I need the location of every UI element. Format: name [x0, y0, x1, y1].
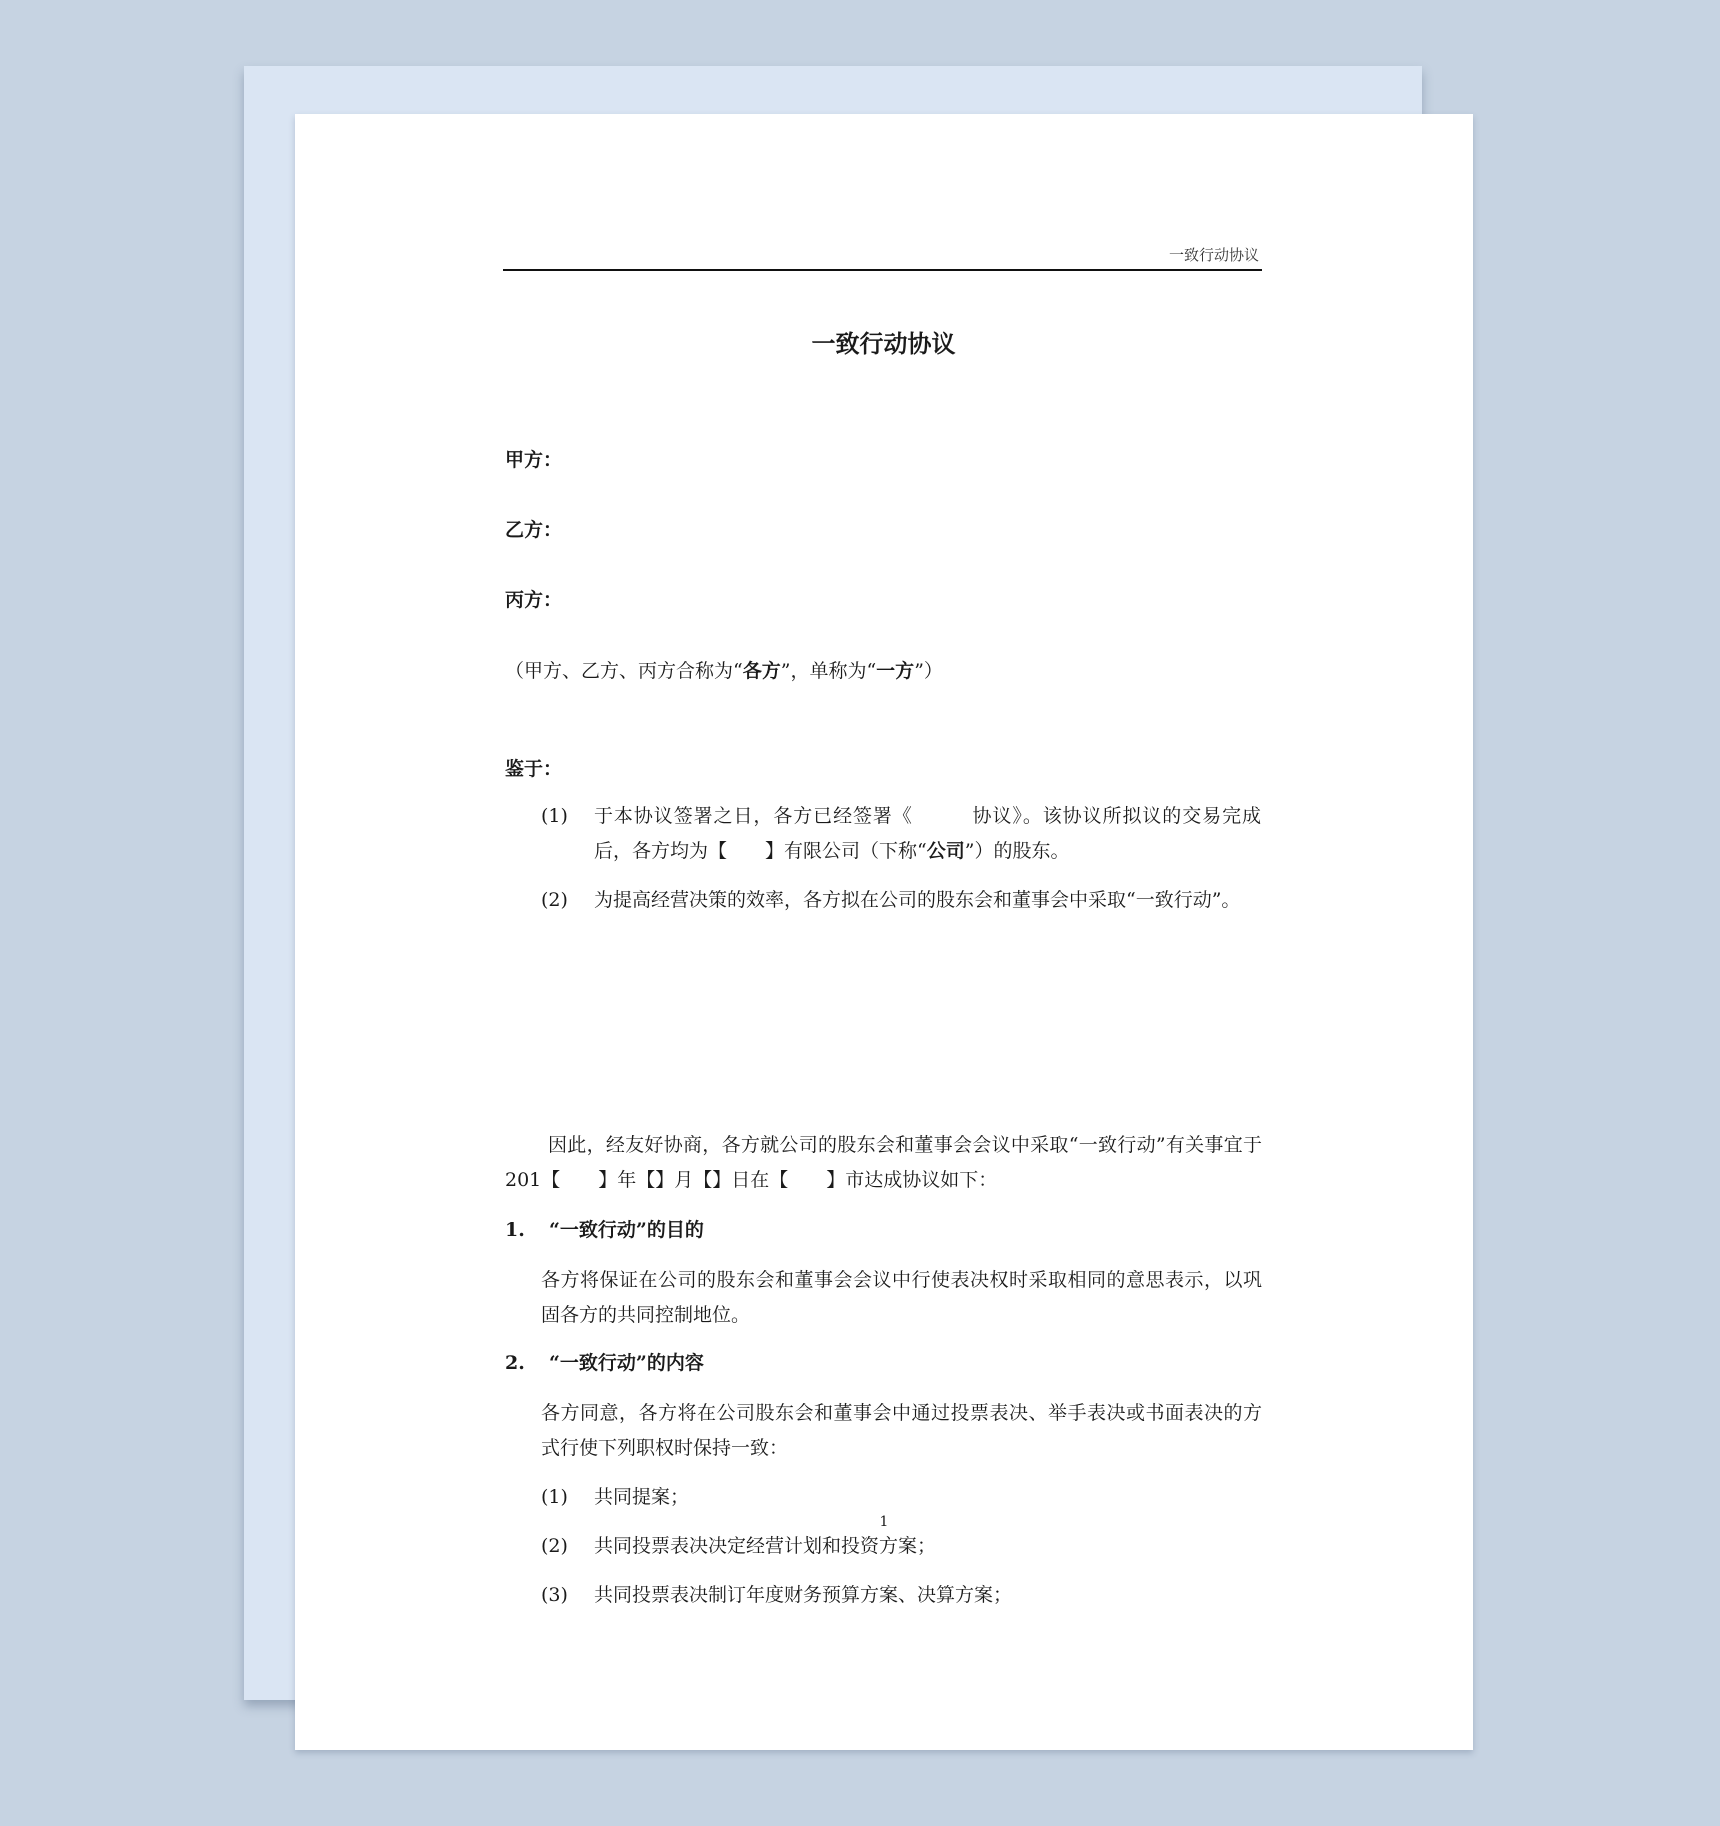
note-part1: （甲方、乙方、丙方合称为“ — [505, 660, 743, 682]
header-rule — [503, 269, 1262, 271]
section-2-item-3 — [541, 1578, 1261, 1613]
list-item-number: (1) — [541, 1486, 568, 1508]
whereas-item-number: (1) — [541, 805, 568, 827]
section-number: 2. — [505, 1352, 525, 1374]
whereas-item-number: (2) — [541, 889, 568, 911]
list-item-text: 共同投票表决决定经营计划和投资方案； — [594, 1535, 937, 1557]
document-page — [295, 114, 1473, 1750]
section-2-heading — [505, 1346, 704, 1381]
section-title: “一致行动”的内容 — [549, 1352, 704, 1374]
list-item-number: (2) — [541, 1535, 568, 1557]
party-b-label: 乙方： — [505, 519, 563, 541]
note-bold1: 各方 — [742, 660, 781, 682]
whereas-item-1 — [541, 799, 1261, 869]
section-1-body: 各方将保证在公司的股东会和董事会会议中行使表决权时采取相同的意思表示，以巩固各方的共同控制地位。 — [541, 1269, 1262, 1326]
party-c-label: 丙方： — [505, 589, 563, 611]
section-2-body: 各方同意，各方将在公司股东会和董事会中通过投票表决、举手表决或书面表决的方式行使下列职权时保持一致： — [541, 1402, 1262, 1459]
section-1-heading — [505, 1213, 704, 1248]
section-2-item-1 — [541, 1480, 1261, 1515]
whereas-item-2 — [541, 883, 1261, 918]
section-2-item-2 — [541, 1529, 1261, 1564]
note-bold2: 一方 — [876, 660, 915, 682]
collective-name-note — [505, 654, 943, 689]
section-number: 1. — [505, 1219, 525, 1241]
party-a-label: 甲方： — [505, 449, 563, 471]
whereas-item-text: 为提高经营决策的效率，各方拟在公司的股东会和董事会中采取“一致行动”。 — [594, 889, 1241, 911]
list-item-text: 共同提案； — [594, 1486, 690, 1508]
note-part3: ”） — [914, 660, 943, 682]
agreement-paragraph: 因此，经友好协商，各方就公司的股东会和董事会会议中采取“一致行动”有关事宜于 201【 】年【】月【】日在【 】市达成协议如下： — [505, 1134, 1262, 1191]
running-header: 一致行动协议 — [1168, 246, 1259, 264]
section-title: “一致行动”的目的 — [549, 1219, 704, 1241]
document-title: 一致行动协议 — [811, 329, 956, 358]
page-number: 1 — [879, 1514, 889, 1530]
note-part2: ”，单称为“ — [780, 660, 877, 682]
whereas-label: 鉴于： — [505, 758, 563, 780]
whereas-item-text: 于本协议签署之日，各方已经签署《 协议》。该协议所拟议的交易完成后，各方均为【 】有限公司（下称“公司”）的股东。 — [594, 805, 1261, 862]
list-item-number: (3) — [541, 1584, 568, 1606]
list-item-text: 共同投票表决制订年度财务预算方案、决算方案； — [594, 1584, 1013, 1606]
